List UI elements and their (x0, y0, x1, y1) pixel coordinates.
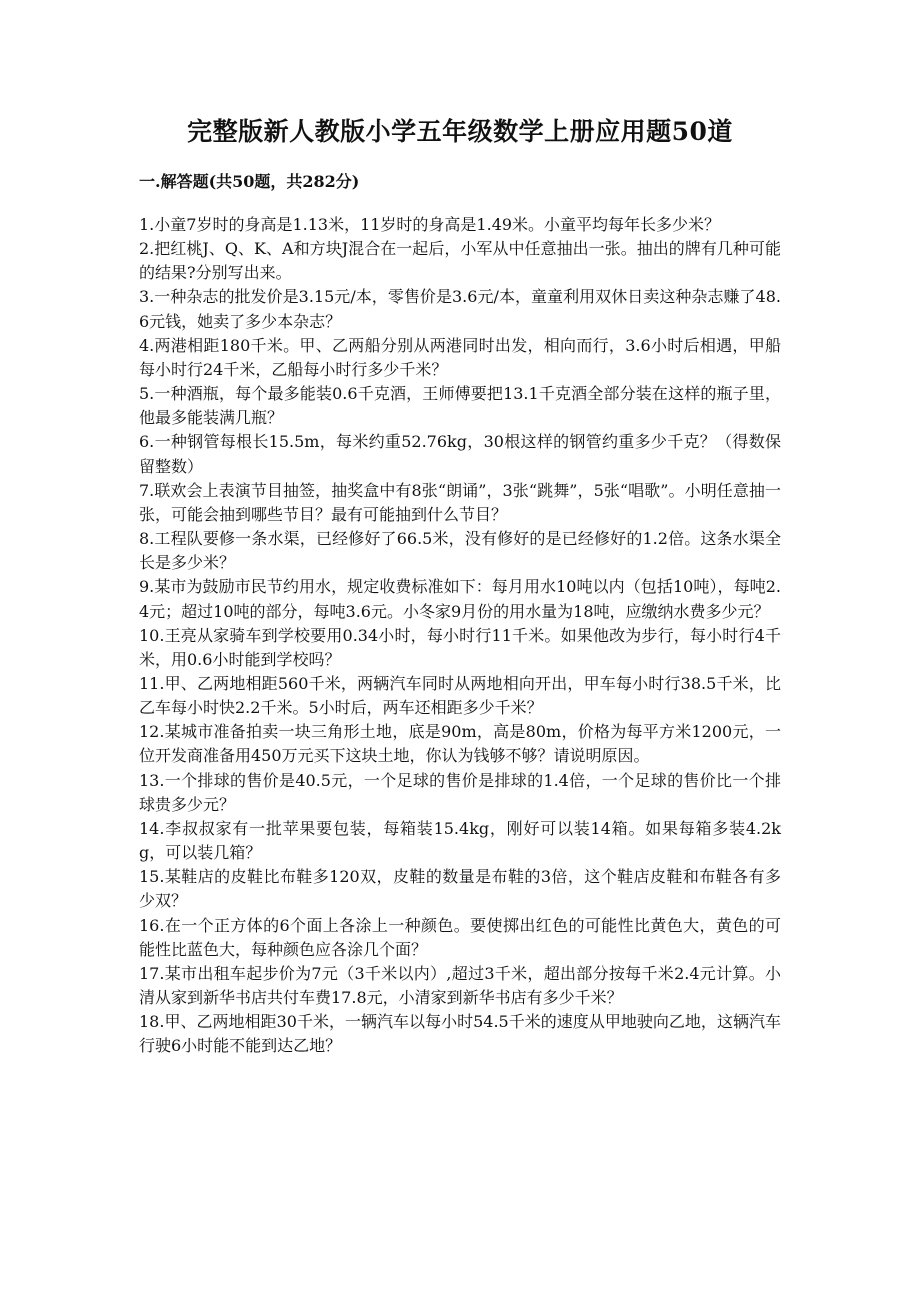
document-title: 完整版新人教版小学五年级数学上册应用题50道 (187, 117, 733, 146)
question-item: 10.王亮从家骑车到学校要用0.34小时，每小时行11千米。如果他改为步行，每小时行4千米，用0.6小时能到学校吗？ (139, 625, 781, 669)
question-item: 1.小童7岁时的身高是1.13米，11岁时的身高是1.49米。小童平均每年长多少米？ (139, 215, 721, 234)
section-heading: 一.解答题(共50题，共282分) (139, 172, 360, 191)
question-item: 9.某市为鼓励市民节约用水，规定收费标准如下：每月用水10吨以内（包括10吨），每吨2.4元；超过10吨的部分，每吨3.6元。小冬家9月份的用水量为18吨，应缴纳水费多少元？ (139, 577, 781, 621)
question-item: 13.一个排球的售价是40.5元，一个足球的售价是排球的1.4倍，一个足球的售价比一个排球贵多少元？ (139, 770, 781, 814)
question-item: 18.甲、乙两地相距30千米，一辆汽车以每小时54.5千米的速度从甲地驶向乙地，这辆汽车行驶6小时能不能到达乙地？ (139, 1012, 781, 1056)
question-item: 15.某鞋店的皮鞋比布鞋多120双，皮鞋的数量是布鞋的3倍，这个鞋店皮鞋和布鞋各有多少双？ (139, 867, 781, 911)
question-item: 5.一种酒瓶，每个最多能装0.6千克酒，王师傅要把13.1千克酒全部分装在这样的瓶子里，他最多能装满几瓶？ (139, 384, 781, 428)
question-item: 4.两港相距180千米。甲、乙两船分别从两港同时出发，相向而行，3.6小时后相遇，甲船每小时行24千米，乙船每小时行多少千米？ (139, 335, 781, 379)
question-item: 16.在一个正方体的6个面上各涂上一种颜色。要使掷出红色的可能性比黄色大，黄色的可能性比蓝色大，每种颜色应各涂几个面？ (139, 915, 781, 959)
question-item: 17.某市出租车起步价为7元（3千米以内）,超过3千米，超出部分按每千米2.4元计算。小清从家到新华书店共付车费17.8元，小清家到新华书店有多少千米？ (139, 963, 781, 1007)
question-item: 6.一种钢管每根长15.5m，每米约重52.76kg，30根这样的钢管约重多少千克？（得数保留整数） (139, 432, 781, 476)
question-item: 12.某城市准备拍卖一块三角形土地，底是90m，高是80m，价格为每平方米1200元，一位开发商准备用450万元买下这块土地，你认为钱够不够？请说明原因。 (139, 722, 781, 766)
question-item: 8.工程队要修一条水渠，已经修好了66.5米，没有修好的是已经修好的1.2倍。这条水渠全长是多少米？ (139, 529, 781, 573)
question-item: 11.甲、乙两地相距560千米，两辆汽车同时从两地相向开出，甲车每小时行38.5千米，比乙车每小时快2.2千米。5小时后，两车还相距多少千米？ (139, 673, 781, 718)
question-item: 2.把红桃J、Q、K、A和方块J混合在一起后，小军从中任意抽出一张。抽出的牌有几种可能的结果?分别写出来。 (139, 239, 781, 283)
question-item: 7.联欢会上表演节目抽签，抽奖盒中有8张“朗诵”，3张“跳舞”，5张“唱歌”。小明任意抽一张，可能会抽到哪些节目？最有可能抽到什么节目？ (139, 480, 781, 524)
question-item: 3.一种杂志的批发价是3.15元/本，零售价是3.6元/本，童童利用双休日卖这种杂志赚了48.6元钱，她卖了多少本杂志？ (139, 287, 781, 331)
question-item: 14.李叔叔家有一批苹果要包装，每箱装15.4kg，刚好可以装14箱。如果每箱多装4.2kg，可以装几箱？ (139, 818, 781, 863)
question-list (139, 213, 781, 1058)
